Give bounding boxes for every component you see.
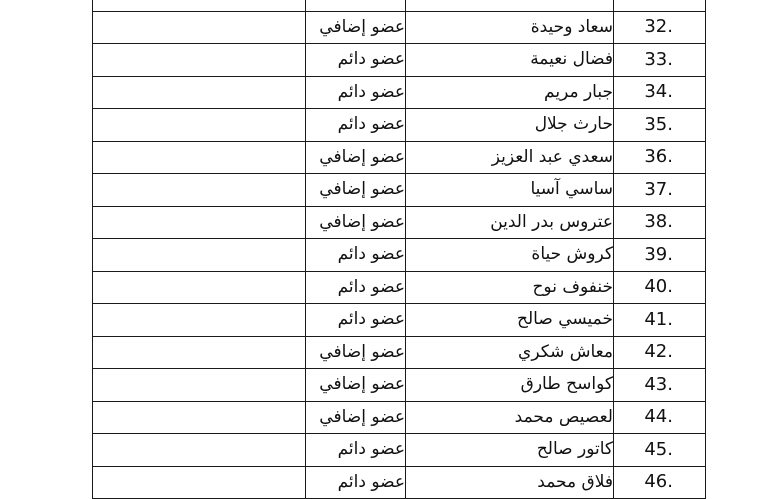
empty-cell bbox=[93, 44, 306, 77]
row-number: 36. bbox=[644, 146, 673, 168]
row-number-cell bbox=[614, 0, 706, 11]
table-row bbox=[93, 11, 706, 44]
row-number-cell bbox=[614, 336, 706, 369]
empty-cell bbox=[93, 271, 306, 304]
member-name: عتروس بدر الدين bbox=[406, 206, 614, 239]
table-row bbox=[93, 369, 706, 402]
table-row bbox=[93, 76, 706, 109]
row-number-cell bbox=[614, 11, 706, 44]
row-number: 46. bbox=[644, 471, 673, 493]
row-number: 37. bbox=[644, 178, 673, 200]
member-status: عضو إضافي bbox=[306, 401, 406, 434]
member-name: لعصيص محمد bbox=[406, 401, 614, 434]
row-number-cell bbox=[614, 434, 706, 467]
table-row bbox=[93, 174, 706, 207]
member-name: خنفوف نوح bbox=[406, 271, 614, 304]
empty-cell bbox=[93, 466, 306, 499]
member-status: عضو دائم bbox=[306, 434, 406, 467]
row-number-cell bbox=[614, 109, 706, 142]
member-name: حارث جلال bbox=[406, 109, 614, 142]
empty-cell bbox=[93, 369, 306, 402]
member-status: عضو دائم bbox=[306, 239, 406, 272]
table-row bbox=[93, 434, 706, 467]
row-number-cell bbox=[614, 76, 706, 109]
member-status: عضو إضافي bbox=[306, 141, 406, 174]
member-name: فلاق محمد bbox=[406, 466, 614, 499]
member-status: عضو دائم bbox=[306, 466, 406, 499]
table-row bbox=[93, 44, 706, 77]
member-status: عضو إضافي bbox=[306, 336, 406, 369]
member-status: عضو إضافي bbox=[306, 174, 406, 207]
member-status: عضو إضافي bbox=[306, 11, 406, 44]
row-number-cell bbox=[614, 44, 706, 77]
table-row bbox=[93, 109, 706, 142]
empty-cell bbox=[93, 174, 306, 207]
member-status: عضو دائم bbox=[306, 271, 406, 304]
member-name: كاتور صالح bbox=[406, 434, 614, 467]
table-row bbox=[93, 239, 706, 272]
row-number-cell bbox=[614, 271, 706, 304]
row-number-cell bbox=[614, 466, 706, 499]
row-number: 34. bbox=[644, 81, 673, 103]
member-name: سعدي عبد العزيز bbox=[406, 141, 614, 174]
member-name: سعاد وحيدة bbox=[406, 11, 614, 44]
member-name: خميسي صالح bbox=[406, 304, 614, 337]
row-number-cell bbox=[614, 304, 706, 337]
empty-cell bbox=[93, 434, 306, 467]
member-status: عضو دائم bbox=[306, 76, 406, 109]
member-name bbox=[406, 0, 614, 11]
member-status: عضو دائم bbox=[306, 304, 406, 337]
empty-cell bbox=[93, 401, 306, 434]
members-table bbox=[92, 0, 706, 499]
empty-cell bbox=[93, 0, 306, 11]
member-name: جبار مريم bbox=[406, 76, 614, 109]
row-number: 40. bbox=[644, 276, 673, 298]
empty-cell bbox=[93, 76, 306, 109]
row-number-cell bbox=[614, 401, 706, 434]
member-name: فضال نعيمة bbox=[406, 44, 614, 77]
member-status: عضو دائم bbox=[306, 109, 406, 142]
row-number: 43. bbox=[644, 373, 673, 395]
empty-cell bbox=[93, 304, 306, 337]
member-status: عضو دائم bbox=[306, 44, 406, 77]
row-number: 38. bbox=[644, 211, 673, 233]
table-row bbox=[93, 0, 706, 11]
row-number-cell bbox=[614, 369, 706, 402]
table-row bbox=[93, 206, 706, 239]
row-number: 45. bbox=[644, 438, 673, 460]
table-row bbox=[93, 401, 706, 434]
table-row bbox=[93, 466, 706, 499]
empty-cell bbox=[93, 239, 306, 272]
empty-cell bbox=[93, 206, 306, 239]
table-row bbox=[93, 304, 706, 337]
row-number: 33. bbox=[644, 48, 673, 70]
row-number-cell bbox=[614, 239, 706, 272]
row-number: 39. bbox=[644, 243, 673, 265]
row-number: 42. bbox=[644, 341, 673, 363]
row-number: 32. bbox=[644, 16, 673, 38]
table-row bbox=[93, 271, 706, 304]
table-row bbox=[93, 336, 706, 369]
empty-cell bbox=[93, 336, 306, 369]
member-status: عضو إضافي bbox=[306, 206, 406, 239]
member-name: كروش حياة bbox=[406, 239, 614, 272]
members-table-body bbox=[93, 0, 706, 499]
table-row bbox=[93, 141, 706, 174]
row-number: 35. bbox=[644, 113, 673, 135]
member-status bbox=[306, 0, 406, 11]
member-name: معاش شكري bbox=[406, 336, 614, 369]
row-number: 41. bbox=[644, 308, 673, 330]
row-number: 44. bbox=[644, 406, 673, 428]
empty-cell bbox=[93, 11, 306, 44]
row-number-cell bbox=[614, 141, 706, 174]
member-name: ساسي آسيا bbox=[406, 174, 614, 207]
row-number-cell bbox=[614, 174, 706, 207]
empty-cell bbox=[93, 109, 306, 142]
empty-cell bbox=[93, 141, 306, 174]
member-name: كواسح طارق bbox=[406, 369, 614, 402]
member-status: عضو إضافي bbox=[306, 369, 406, 402]
row-number-cell bbox=[614, 206, 706, 239]
